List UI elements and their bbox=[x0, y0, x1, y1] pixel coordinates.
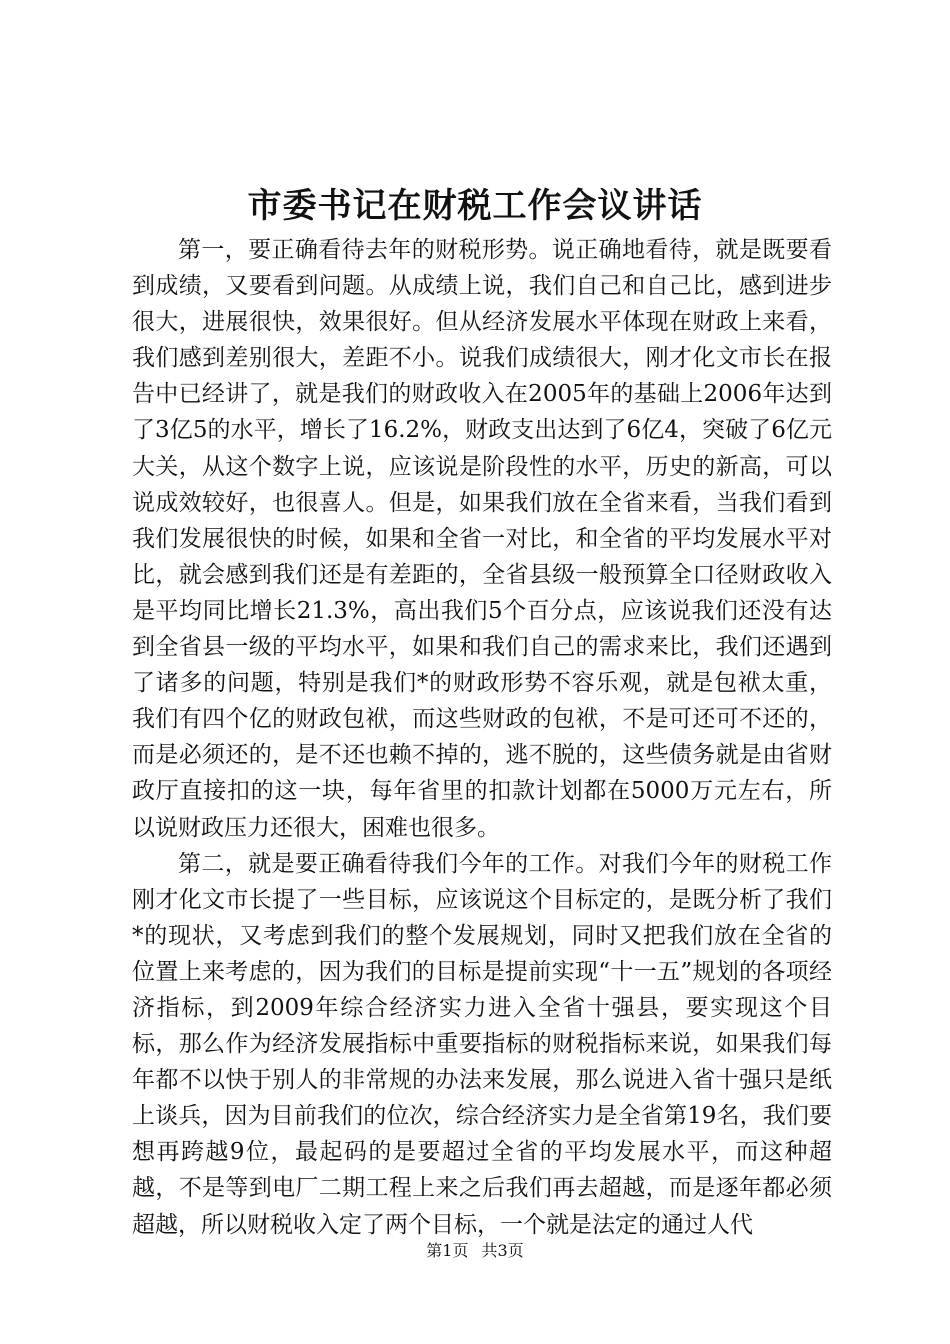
page-number-current: 第1页 bbox=[426, 1241, 469, 1260]
paragraph-1: 第一，要正确看待去年的财税形势。说正确地看待，就是既要看到成绩，又要看到问题。从成绩上说，我们自己和自己比，感到进步很大，进展很快，效果很好。但从经济发展水平体现在财政上来看，我们感到差别很大，差距不小。说我们成绩很大，刚才化文市长在报告中已经讲了，就是我们的财政收入在2005年的基础上2006年达到了3亿5的水平，增长了16.2%，财政支出达到了6亿4，突破了6亿元大关，从这个数字上说，应该说是阶段性的水平，历史的新高，可以说成效较好，也很喜人。但是，如果我们放在全省来看，当我们看到我们发展很快的时候，如果和全省一对比，和全省的平均发展水平对比，就会感到我们还是有差距的，全省县级一般预算全口径财政收入是平均同比增长21.3%，高出我们5个百分点，应该说我们还没有达到全省县一级的平均水平，如果和我们自己的需求来比，我们还遇到了诸多的问题，特别是我们*的财政形势不容乐观，就是包袱太重，我们有四个亿的财政包袱，而这些财政的包袱，不是可还可不还的，而是必须还的，是不还也赖不掉的，逃不脱的，这些债务就是由省财政厅直接扣的这一块，每年省里的扣款计划都在5000万元左右，所以说财政压力还很大，困难也很多。 bbox=[132, 237, 832, 841]
page-footer bbox=[0, 1240, 950, 1262]
paragraph-2: 第二，就是要正确看待我们今年的工作。对我们今年的财税工作刚才化文市长提了一些目标，应该说这个目标定的，是既分析了我们*的现状，又考虑到我们的整个发展规划，同时又把我们放在全省的位置上来考虑的，因为我们的目标是提前实现“十一五”规划的各项经济指标，到2009年综合经济实力进入全省十强县，要实现这个目标，那么作为经济发展指标中重要指标的财税指标来说，如果我们每年都不以快于别人的非常规的办法来发展，那么说进入省十强只是纸上谈兵，因为目前我们的位次，综合经济实力是全省第19名，我们要想再跨越9位，最起码的是要超过全省的平均发展水平，而这种超越，不是等到电厂二期工程上来之后我们再去超越，而是逐年都必须超越，所以财税收入定了两个目标，一个就是法定的通过人代 bbox=[132, 850, 832, 1238]
document-body bbox=[132, 232, 832, 1243]
document-title: 市委书记在财税工作会议讲话 bbox=[247, 186, 703, 226]
page-number-total: 共3页 bbox=[481, 1241, 524, 1260]
